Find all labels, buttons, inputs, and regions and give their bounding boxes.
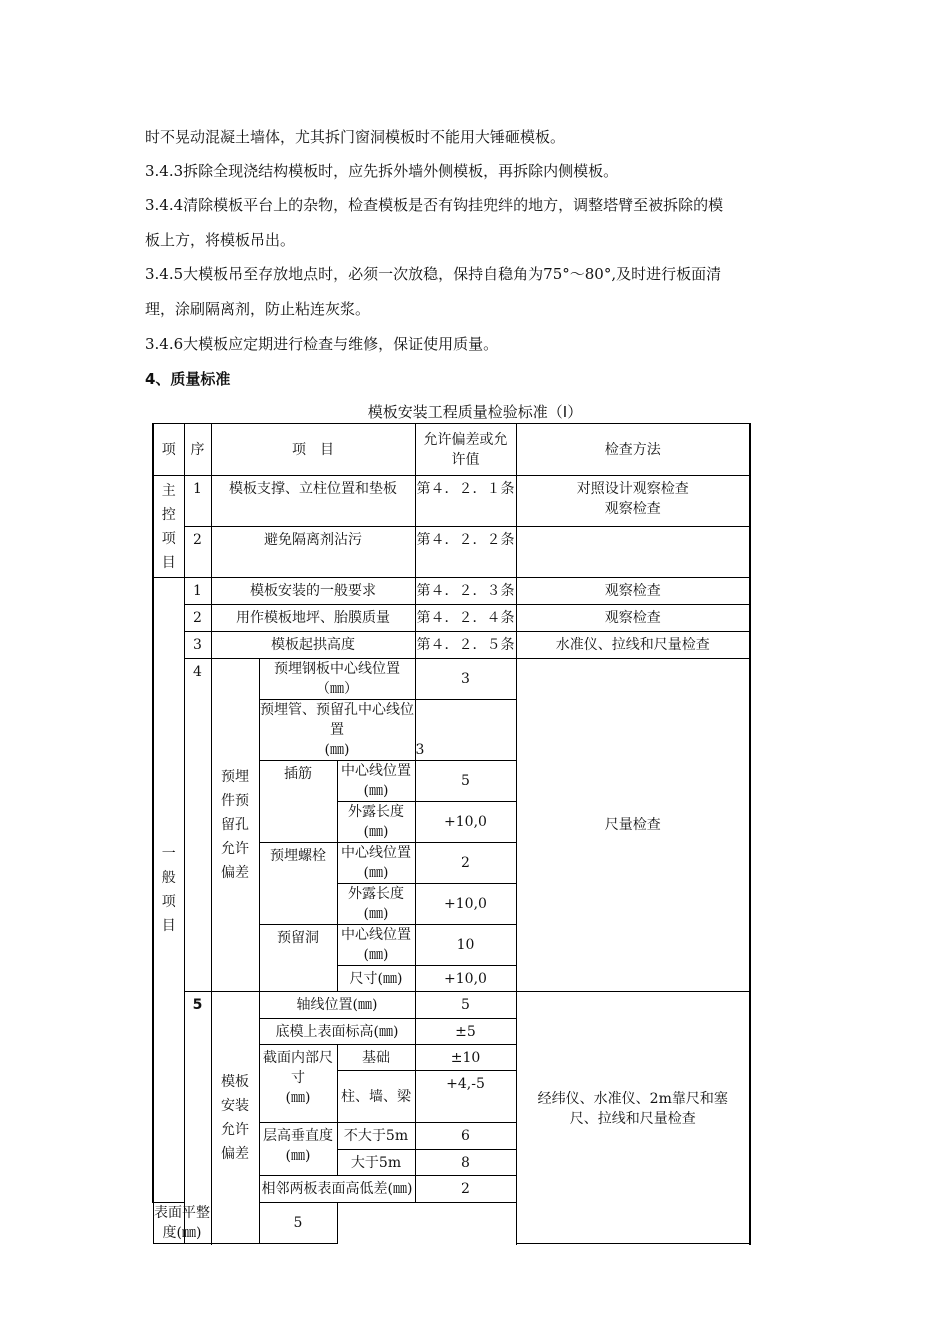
vertical-char: 般 <box>161 870 176 886</box>
header-tolerance-line2: 许值 <box>451 451 480 468</box>
row-item: 预埋钢板中心线位置（㎜） <box>259 659 415 700</box>
table-row <box>153 527 750 578</box>
row-item: 模板起拱高度 <box>211 632 415 659</box>
row-method: 观察检查 <box>516 578 750 605</box>
row-tolerance: 第４．２．３条 <box>415 578 516 605</box>
paragraph-line: 3.4.5大模板吊至存放地点时，必须一次放稳，保持自稳角为75°～80°,及时进行板面清 <box>145 265 722 283</box>
row-value: 3 <box>415 659 516 700</box>
row-item: 底模上表面标高(㎜) <box>259 1019 415 1045</box>
paragraph-line: 3.4.6大模板应定期进行检查与维修，保证使用质量。 <box>145 335 499 353</box>
header-seq: 序 <box>184 424 211 476</box>
subgroup-label-line2: (㎜) <box>285 1090 311 1106</box>
row-item: 中心线位置(㎜) <box>337 925 415 966</box>
row-seq: 1 <box>184 476 211 527</box>
row-value: 5 <box>415 992 516 1019</box>
header-tolerance-line1: 允许偏差或允 <box>423 431 508 448</box>
group4-method: 尺量检查 <box>516 659 750 992</box>
vertical-chunk: 允许 <box>221 841 249 857</box>
row-value: +4,-5 <box>415 1071 516 1123</box>
row-seq: 2 <box>184 605 211 632</box>
table-title: 模板安装工程质量检验标准（I） <box>367 403 583 421</box>
paragraph-line: 理，涂刷隔离剂，防止粘连灰浆。 <box>145 300 371 318</box>
quality-standard-table <box>152 423 751 1244</box>
row-item: 不大于5m <box>337 1123 415 1150</box>
row-seq: 3 <box>184 632 211 659</box>
subgroup-label-line1: 层高垂直度 <box>263 1128 333 1144</box>
row-method: 水准仪、拉线和尺量检查 <box>516 632 750 659</box>
vertical-chunk: 允许 <box>221 1121 249 1138</box>
row-value: ±5 <box>415 1019 516 1045</box>
subgroup-label-line2: (㎜) <box>285 1148 311 1164</box>
row-value: 6 <box>415 1123 516 1150</box>
row-item: 外露长度(㎜) <box>337 802 415 843</box>
vertical-char: 目 <box>161 555 176 571</box>
row-seq: 2 <box>184 527 211 578</box>
group5-method-line1: 经纬仪、水准仪、2m靠尺和塞 <box>537 1090 728 1107</box>
vertical-chunk: 预埋 <box>221 769 249 785</box>
table-row <box>153 605 750 632</box>
table-row <box>153 632 750 659</box>
section-heading: 4、质量标准 <box>145 370 231 388</box>
general-label <box>153 578 184 1203</box>
row-value: 8 <box>415 1150 516 1176</box>
row-item: 相邻两板表面高低差(㎜) <box>259 1176 415 1203</box>
vertical-char: 项 <box>161 894 176 910</box>
row-method-line1: 对照设计观察检查 <box>576 481 689 497</box>
row-item: 模板支撑、立柱位置和垫板 <box>211 476 415 527</box>
row-value: 2 <box>415 843 516 884</box>
subgroup-label: 预留洞 <box>259 925 337 992</box>
row-item: 大于5m <box>337 1150 415 1176</box>
table-row <box>153 476 750 527</box>
vertical-chunk: 件预 <box>221 793 249 809</box>
row-item-line1: 预埋管、预留孔中心线位置 <box>260 702 414 738</box>
paragraph-line: 时不晃动混凝土墙体，尤其拆门窗洞模板时不能用大锤砸模板。 <box>145 128 566 146</box>
row-method-line2: 观察检查 <box>604 501 661 517</box>
row-method <box>516 476 750 527</box>
group5-method <box>516 992 750 1244</box>
row-method <box>516 527 750 578</box>
vertical-chunk: 留孔 <box>221 817 249 833</box>
vertical-char: 主 <box>161 483 176 499</box>
row-item: 避免隔离剂沾污 <box>211 527 415 578</box>
row-value: 2 <box>415 1176 516 1203</box>
row-value: +10,0 <box>415 884 516 925</box>
row-item: 中心线位置(㎜) <box>337 843 415 884</box>
row-item: 尺寸(㎜) <box>337 966 415 992</box>
main-control-label <box>153 476 184 578</box>
paragraph-line: 3.4.3拆除全现浇结构模板时，应先拆外墙外侧模板，再拆除内侧模板。 <box>145 162 619 180</box>
group5-label <box>211 992 259 1244</box>
row-item: 轴线位置(㎜) <box>259 992 415 1019</box>
vertical-char: 项 <box>161 531 176 547</box>
row-item: 用作模板地坪、胎膜质量 <box>211 605 415 632</box>
row-tolerance: 第４．２．４条 <box>415 605 516 632</box>
table-row <box>153 659 750 700</box>
vertical-chunk: 安装 <box>221 1097 249 1114</box>
table-row <box>153 578 750 605</box>
row-item: 中心线位置(㎜) <box>337 761 415 802</box>
row-seq: 4 <box>184 659 211 992</box>
row-tolerance: 第４．２．５条 <box>415 632 516 659</box>
row-item: 表面平整度(㎜) <box>153 1203 211 1244</box>
row-value: 5 <box>259 1203 337 1244</box>
row-item: 模板安装的一般要求 <box>211 578 415 605</box>
vertical-chunk: 偏差 <box>221 1145 249 1162</box>
vertical-char: 控 <box>161 507 176 523</box>
table-row <box>153 992 750 1019</box>
header-method: 检查方法 <box>516 424 750 476</box>
row-tolerance: 第４．２．２条 <box>415 527 516 578</box>
vertical-chunk: 模板 <box>221 1073 249 1090</box>
vertical-char: 一 <box>161 846 176 862</box>
row-item <box>259 700 415 761</box>
subgroup-label <box>259 1045 337 1123</box>
row-item: 基础 <box>337 1045 415 1071</box>
header-category: 项 <box>153 424 184 476</box>
row-seq: 1 <box>184 578 211 605</box>
row-value: 5 <box>415 761 516 802</box>
row-value: +10,0 <box>415 966 516 992</box>
row-tolerance: 第４．２．１条 <box>415 476 516 527</box>
group4-label <box>211 659 259 992</box>
table-header-row <box>153 424 750 476</box>
vertical-chunk: 偏差 <box>221 865 249 881</box>
row-item-line2: (㎜) <box>324 742 350 758</box>
header-tolerance <box>415 424 516 476</box>
group5-method-line2: 尺、拉线和尺量检查 <box>569 1110 696 1127</box>
row-value: 3 <box>415 700 516 761</box>
paragraph-line: 3.4.4清除模板平台上的杂物，检查模板是否有钩挂兜绊的地方，调整塔臂至被拆除的模 <box>145 196 724 214</box>
subgroup-label: 插筋 <box>259 761 337 843</box>
row-value: ±10 <box>415 1045 516 1071</box>
row-method: 观察检查 <box>516 605 750 632</box>
row-value: +10,0 <box>415 802 516 843</box>
vertical-char: 目 <box>161 918 176 934</box>
row-value: 10 <box>415 925 516 966</box>
row-item: 柱、墙、梁 <box>337 1071 415 1123</box>
subgroup-label: 预埋螺栓 <box>259 843 337 925</box>
row-seq: 5 <box>184 992 211 1244</box>
subgroup-label <box>259 1123 337 1176</box>
subgroup-label-line1: 截面内部尺寸 <box>263 1050 333 1086</box>
paragraph-line: 板上方，将模板吊出。 <box>145 231 296 249</box>
header-item: 项 目 <box>211 424 415 476</box>
row-item: 外露长度(㎜) <box>337 884 415 925</box>
